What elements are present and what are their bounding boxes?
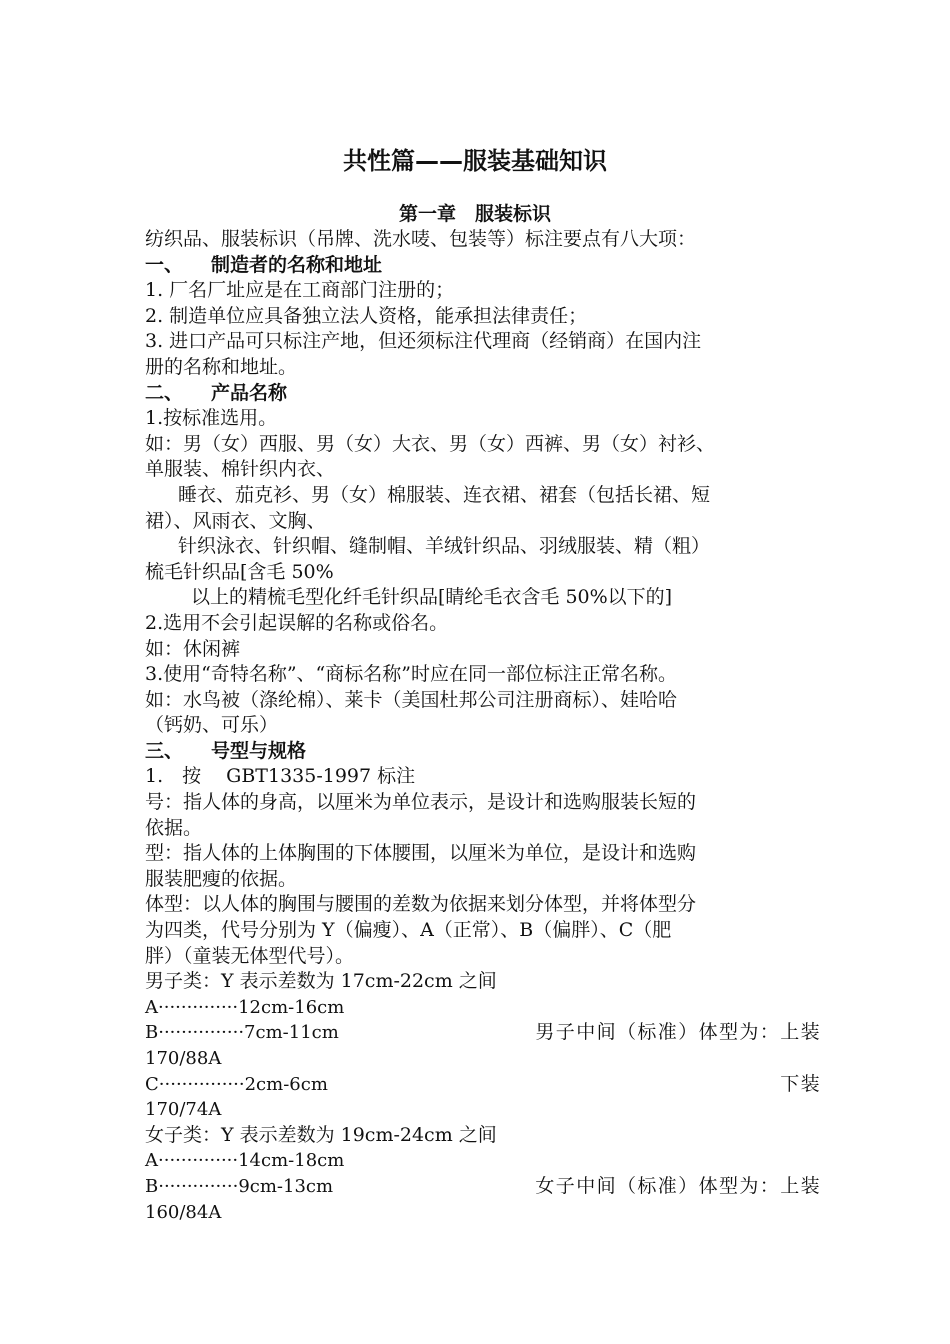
- male-type-c: [145, 1072, 821, 1098]
- text-line: 单服装、棉针织内衣、: [145, 458, 336, 481]
- male-type-c-range: C···············2cm-6cm: [145, 1073, 328, 1095]
- text-line: 胖）（童装无体型代号）。: [145, 944, 355, 967]
- female-standard-upper-size: 160/84A: [145, 1201, 222, 1223]
- text-line: 裙）、风雨衣、文胸、: [145, 509, 326, 532]
- female-type-b-range: B··············9cm-13cm: [145, 1175, 334, 1197]
- text-line: 如：水鸟被（涤纶棉）、莱卡（美国杜邦公司注册商标）、娃哈哈: [145, 688, 678, 711]
- text-line: 体型：以人体的胸围与腰围的差数为依据来划分体型，并将体型分: [145, 893, 697, 916]
- section-title: 制造者的名称和地址: [211, 253, 383, 276]
- intro-line: 纺织品、服装标识（吊牌、洗水唛、包装等）标注要点有八大项：: [145, 228, 697, 250]
- text-line: 3. 进口产品可只标注产地，但还须标注代理商（经销商）在国内注: [145, 330, 702, 353]
- text-line: 号：指人体的身高，以厘米为单位表示，是设计和选购服装长短的: [145, 791, 697, 814]
- text-line: 如：休闲裤: [145, 637, 241, 660]
- text-line: 册的名称和地址。: [145, 355, 298, 378]
- male-type-b: [145, 1020, 821, 1046]
- text-line: 如：男（女）西服、男（女）大衣、男（女）西裤、男（女）衬衫、: [145, 432, 716, 455]
- male-standard-lower-size: 170/74A: [145, 1099, 222, 1121]
- page-title: 共性篇——服装基础知识: [343, 147, 607, 175]
- section-heading-1: [145, 253, 821, 279]
- section-heading-2: [145, 381, 821, 407]
- text-line: （钙奶、可乐）: [145, 714, 279, 737]
- text-line: 睡衣、茄克衫、男（女）棉服装、连衣裙、裙套（包括长裙、短: [178, 483, 711, 506]
- male-type-a: A··············12cm-16cm: [145, 996, 345, 1018]
- text-line: 依据。: [145, 816, 203, 839]
- section-number: 二、: [145, 381, 184, 404]
- text-line: 1. 厂名厂址应是在工商部门注册的；: [145, 279, 455, 302]
- female-type-a: A··············14cm-18cm: [145, 1150, 345, 1172]
- female-type-b: [145, 1174, 821, 1200]
- text-line: 型：指人体的上体胸围的下体腰围，以厘米为单位，是设计和选购: [145, 842, 697, 865]
- male-standard-lower: 下装: [780, 1072, 821, 1095]
- chapter-heading: 第一章 服装标识: [398, 203, 551, 225]
- section-title: 产品名称: [211, 381, 288, 404]
- text-line: 为四类，代号分别为 Y（偏瘦）、A（正常）、B（偏胖）、C（肥: [145, 919, 672, 942]
- document-body: [145, 227, 821, 1225]
- text-line: 3.使用“奇特名称”、“商标名称”时应在同一部位标注正常名称。: [145, 663, 677, 686]
- section-number: 一、: [145, 253, 184, 276]
- text-line: 2.选用不会引起误解的名称或俗名。: [145, 611, 449, 634]
- text-line: 2. 制造单位应具备独立法人资格，能承担法律责任；: [145, 304, 588, 327]
- text-line: 1.按标准选用。: [145, 407, 278, 430]
- text-line: 以上的精梳毛型化纤毛针织品[睛纶毛衣含毛 50%以下的]: [191, 586, 673, 609]
- male-type-b-range: B···············7cm-11cm: [145, 1022, 339, 1044]
- male-category-line: 男子类：Y 表示差数为 17cm-22cm 之间: [145, 970, 497, 993]
- text-line: 梳毛针织品[含毛 50%: [145, 560, 334, 583]
- male-standard-upper-size: 170/88A: [145, 1048, 222, 1069]
- text-line: 1. 按 GBT1335-1997 标注: [145, 765, 416, 788]
- female-standard-upper: 女子中间（标准）体型为：上装: [535, 1174, 821, 1197]
- section-heading-3: [145, 739, 821, 765]
- section-title: 号型与规格: [211, 739, 307, 762]
- female-category-line: 女子类：Y 表示差数为 19cm-24cm 之间: [145, 1123, 497, 1146]
- text-line: 针织泳衣、针织帽、缝制帽、羊绒针织品、羽绒服装、精（粗）: [178, 535, 711, 558]
- text-line: 服装肥瘦的依据。: [145, 867, 298, 890]
- male-standard-upper: 男子中间（标准）体型为：上装: [535, 1021, 821, 1044]
- section-number: 三、: [145, 739, 184, 762]
